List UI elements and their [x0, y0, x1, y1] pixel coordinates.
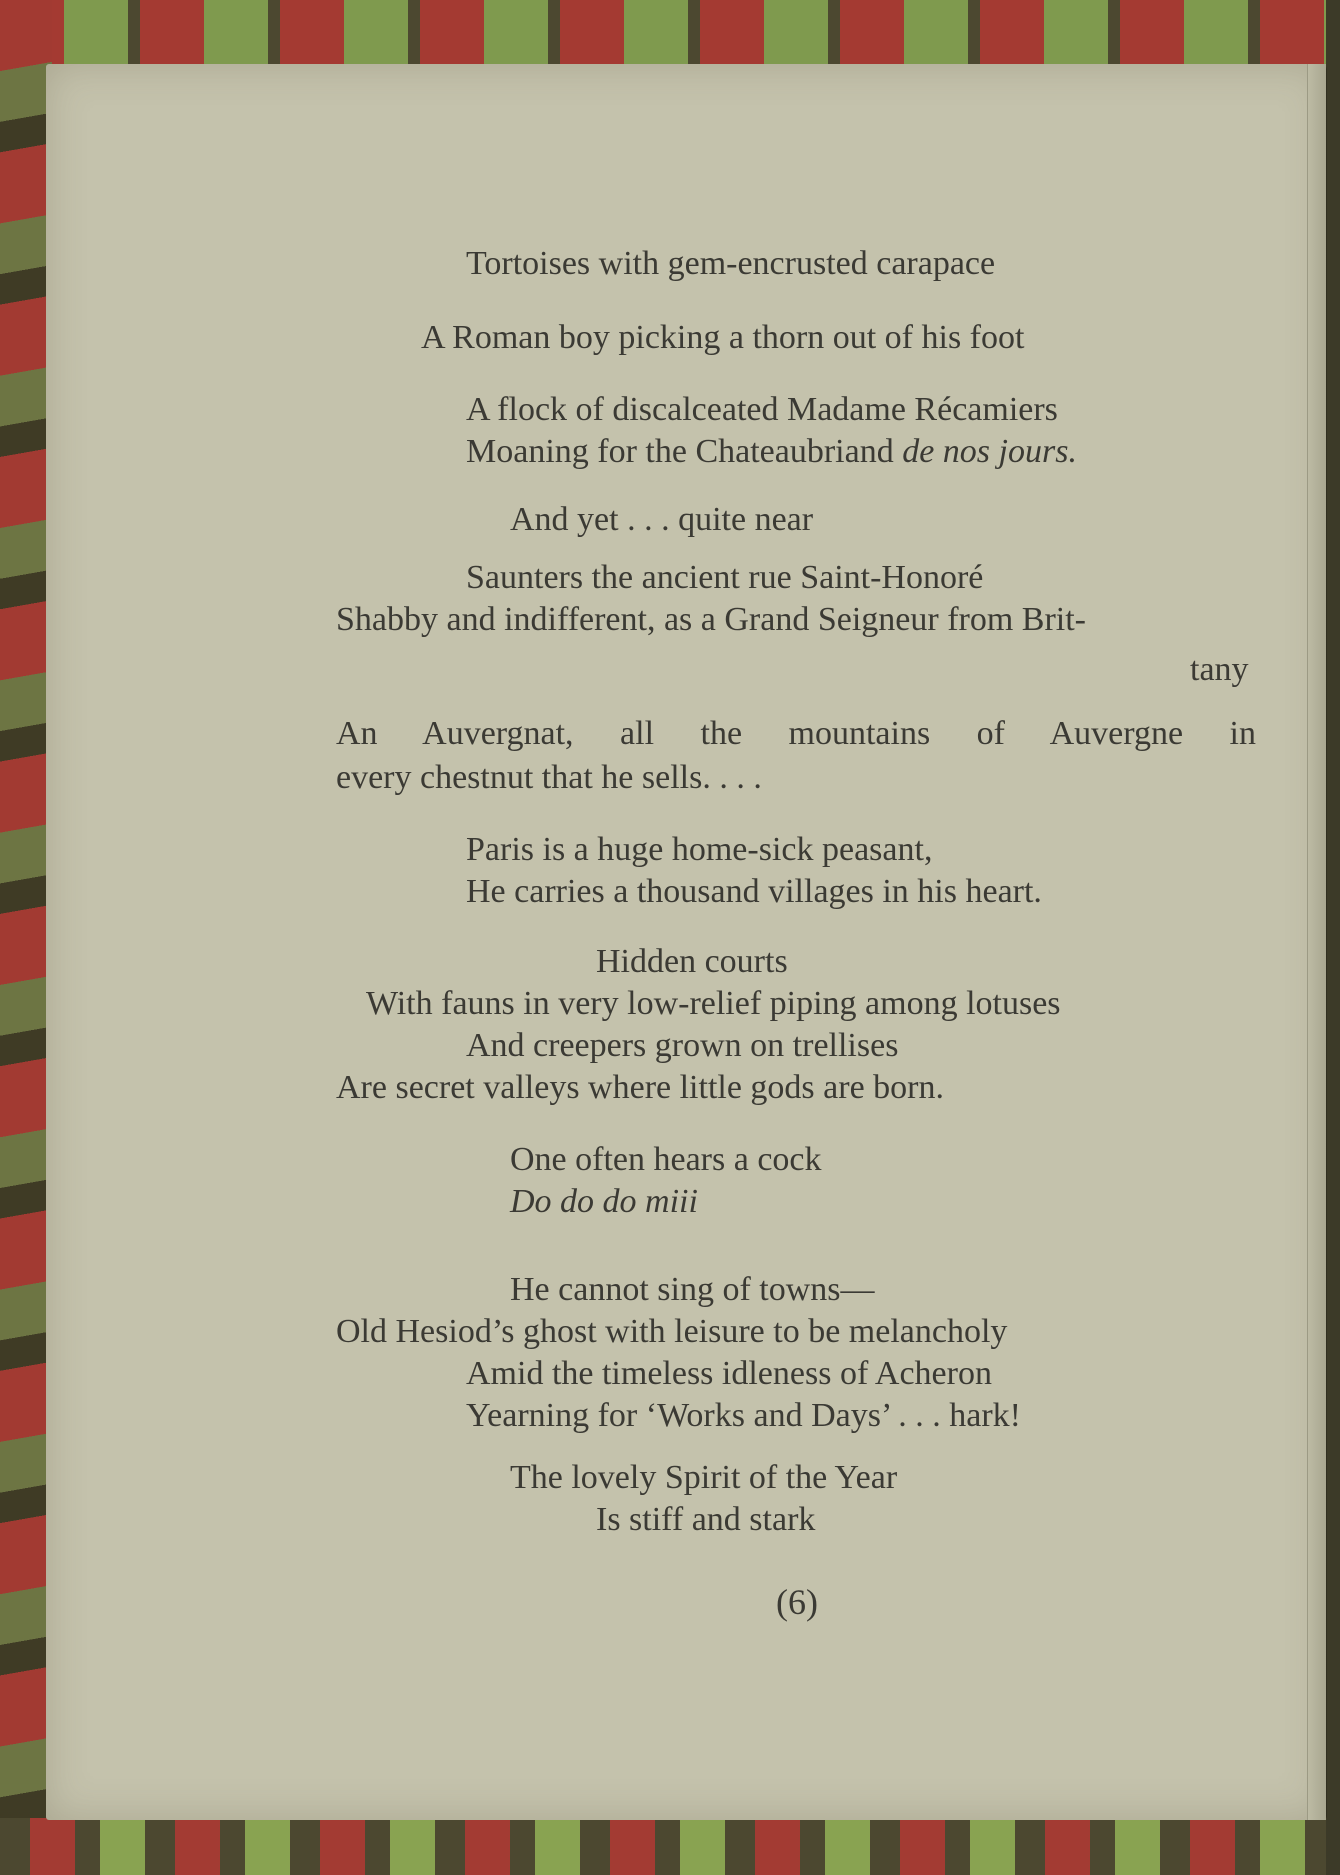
poem-line-text: Moaning for the Chateaubriand — [466, 433, 903, 470]
poem-line: Do do do miii — [510, 1183, 698, 1220]
poem-line: And creepers grown on trellises — [466, 1027, 899, 1064]
poem-line: Shabby and indifferent, as a Grand Seigneur from Brit- — [336, 601, 1087, 638]
poem-line: Saunters the ancient rue Saint-Honoré — [466, 559, 984, 596]
poem-line: An Auvergnat, all the mountains of Auvergne in — [336, 715, 1256, 752]
poem-line: tany — [1190, 651, 1249, 688]
poem-line: He carries a thousand villages in his heart. — [466, 873, 1042, 910]
poem-line: The lovely Spirit of the Year — [510, 1459, 898, 1496]
poem-line: With fauns in very low-relief piping among lotuses — [366, 985, 1061, 1022]
poem-line: Old Hesiod’s ghost with leisure to be melancholy — [336, 1313, 1008, 1350]
poem-line: Are secret valleys where little gods are born. — [336, 1069, 944, 1106]
page-number: (6) — [776, 1582, 818, 1622]
page-edge — [1307, 64, 1326, 1820]
poem-line: A flock of discalceated Madame Récamiers — [466, 391, 1058, 428]
poem-line: A Roman boy picking a thorn out of his foot — [421, 319, 1025, 356]
poem-line — [466, 432, 1077, 472]
poem-line: Amid the timeless idleness of Acheron — [466, 1355, 992, 1392]
poem-line: He cannot sing of towns— — [510, 1271, 875, 1308]
poem-line: Yearning for ‘Works and Days’ . . . hark! — [466, 1397, 1021, 1434]
book-spine-edge — [1326, 0, 1340, 1875]
poem-line-italic: de nos jours. — [902, 433, 1077, 470]
book-page — [46, 64, 1326, 1820]
book-cover-bottom-border — [0, 1818, 1340, 1875]
poem-line: Is stiff and stark — [596, 1501, 816, 1538]
poem-line: Hidden courts — [596, 943, 788, 980]
poem-line: Tortoises with gem-encrusted carapace — [466, 245, 996, 282]
book-cover-left-border — [0, 0, 52, 1875]
poem-line: every chestnut that he sells. . . . — [336, 759, 762, 796]
poem-line: And yet . . . quite near — [510, 501, 814, 538]
poem-line: Paris is a huge home-sick peasant, — [466, 831, 933, 868]
poem-line: One often hears a cock — [510, 1141, 822, 1178]
